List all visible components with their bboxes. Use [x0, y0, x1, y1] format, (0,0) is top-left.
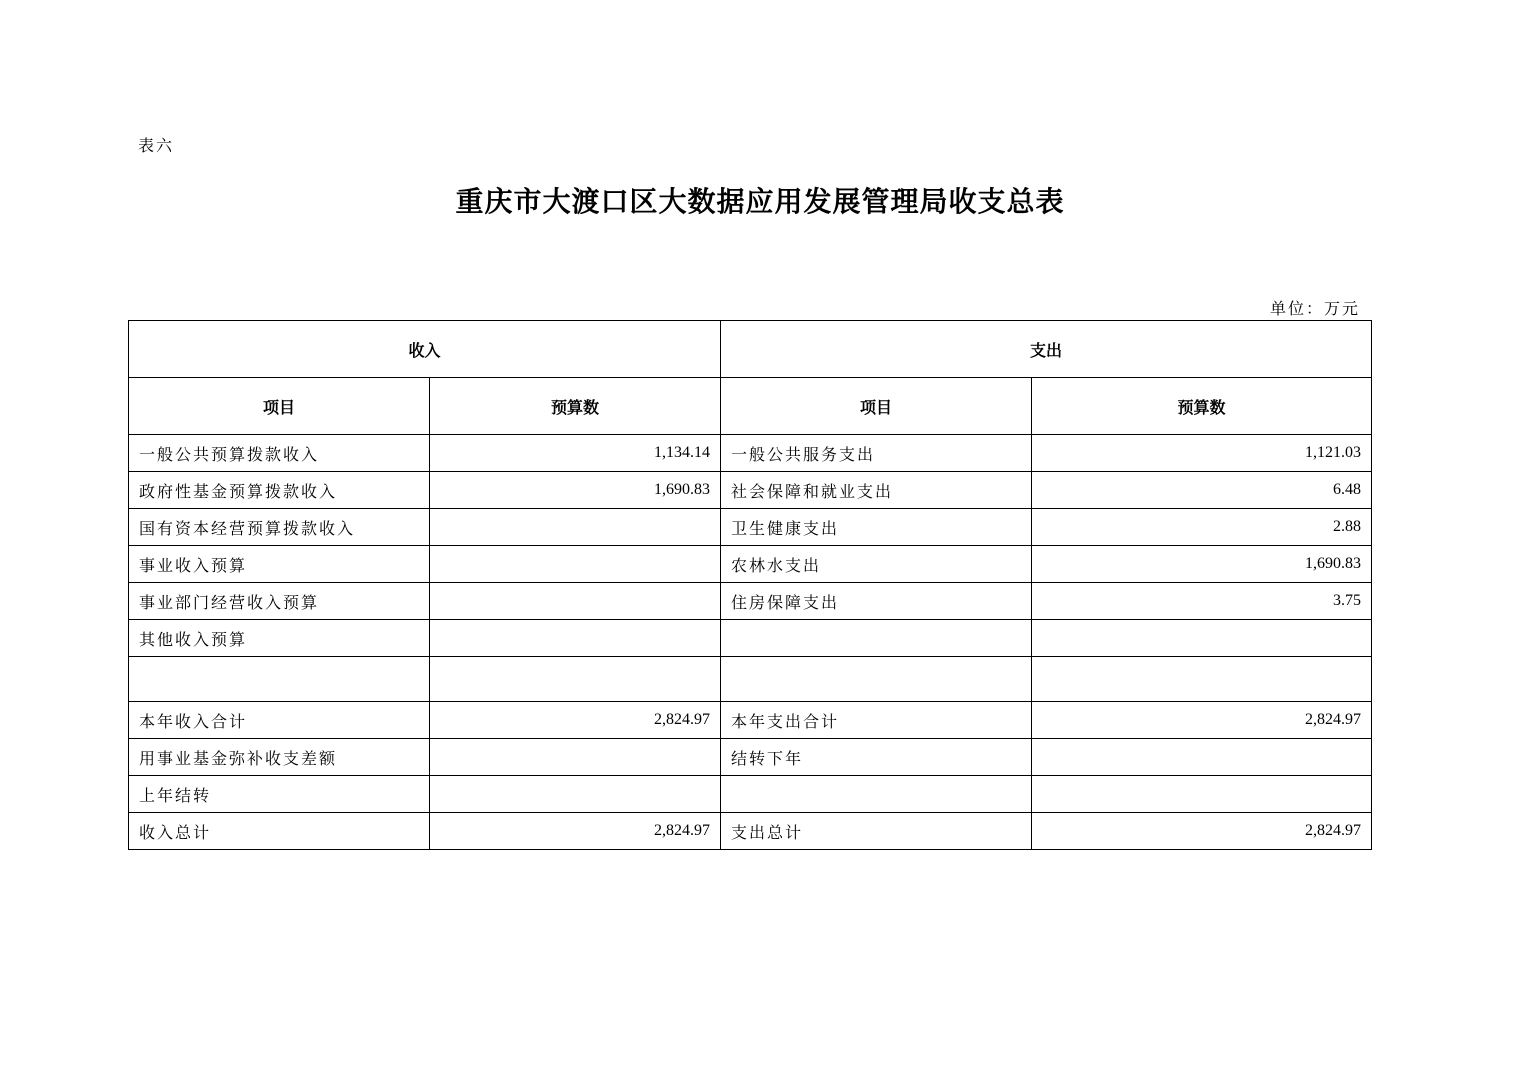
- table-row: [129, 435, 1372, 472]
- income-amount: [430, 739, 721, 776]
- table-row: [129, 702, 1372, 739]
- expense-amount: 1,121.03: [1032, 435, 1372, 472]
- table-number-label: 表六: [138, 136, 175, 155]
- section-header-row: [129, 321, 1372, 378]
- expense-item: 一般公共服务支出: [721, 435, 1032, 472]
- income-amount: [430, 509, 721, 546]
- income-item: 用事业基金弥补收支差额: [129, 739, 430, 776]
- expense-item: 结转下年: [721, 739, 1032, 776]
- income-item: 上年结转: [129, 776, 430, 813]
- expense-item: 农林水支出: [721, 546, 1032, 583]
- income-amount: 1,690.83: [430, 472, 721, 509]
- table-row: [129, 509, 1372, 546]
- expense-item: 支出总计: [721, 813, 1032, 850]
- table-row: [129, 583, 1372, 620]
- income-item: 其他收入预算: [129, 620, 430, 657]
- table-row: [129, 739, 1372, 776]
- column-header-row: [129, 378, 1372, 435]
- table-row: [129, 546, 1372, 583]
- expense-amount: [1032, 620, 1372, 657]
- budget-summary-table: [128, 320, 1372, 850]
- expense-item: [721, 620, 1032, 657]
- document-title: 重庆市大渡口区大数据应用发展管理局收支总表: [455, 185, 1065, 218]
- income-amount: [430, 620, 721, 657]
- expense-amount: 6.48: [1032, 472, 1372, 509]
- expense-item-header: 项目: [721, 378, 1032, 435]
- expense-item: 卫生健康支出: [721, 509, 1032, 546]
- income-amount: [430, 583, 721, 620]
- expense-amount: [1032, 776, 1372, 813]
- expense-amount: [1032, 739, 1372, 776]
- expense-item: [721, 657, 1032, 702]
- income-item: 事业收入预算: [129, 546, 430, 583]
- expense-item: [721, 776, 1032, 813]
- expense-amount: 2,824.97: [1032, 813, 1372, 850]
- income-amount: [430, 546, 721, 583]
- table-row: [129, 776, 1372, 813]
- income-item: 一般公共预算拨款收入: [129, 435, 430, 472]
- expense-budget-header: 预算数: [1032, 378, 1372, 435]
- income-item: 事业部门经营收入预算: [129, 583, 430, 620]
- table-row: [129, 620, 1372, 657]
- expense-item: 住房保障支出: [721, 583, 1032, 620]
- income-section-header: 收入: [129, 321, 721, 378]
- expense-amount: 2.88: [1032, 509, 1372, 546]
- income-item: [129, 657, 430, 702]
- income-item-header: 项目: [129, 378, 430, 435]
- expense-amount: 2,824.97: [1032, 702, 1372, 739]
- income-amount: 1,134.14: [430, 435, 721, 472]
- income-item: 政府性基金预算拨款收入: [129, 472, 430, 509]
- table-row: [129, 813, 1372, 850]
- expense-section-header: 支出: [721, 321, 1372, 378]
- expense-item: 本年支出合计: [721, 702, 1032, 739]
- income-item: 国有资本经营预算拨款收入: [129, 509, 430, 546]
- income-budget-header: 预算数: [430, 378, 721, 435]
- income-item: 本年收入合计: [129, 702, 430, 739]
- expense-amount: 3.75: [1032, 583, 1372, 620]
- expense-amount: 1,690.83: [1032, 546, 1372, 583]
- table-row: [129, 472, 1372, 509]
- income-item: 收入总计: [129, 813, 430, 850]
- unit-label: 单位：万元: [1269, 299, 1360, 318]
- income-amount: [430, 657, 721, 702]
- table-row: [129, 657, 1372, 702]
- income-amount: 2,824.97: [430, 702, 721, 739]
- income-amount: 2,824.97: [430, 813, 721, 850]
- expense-amount: [1032, 657, 1372, 702]
- expense-item: 社会保障和就业支出: [721, 472, 1032, 509]
- income-amount: [430, 776, 721, 813]
